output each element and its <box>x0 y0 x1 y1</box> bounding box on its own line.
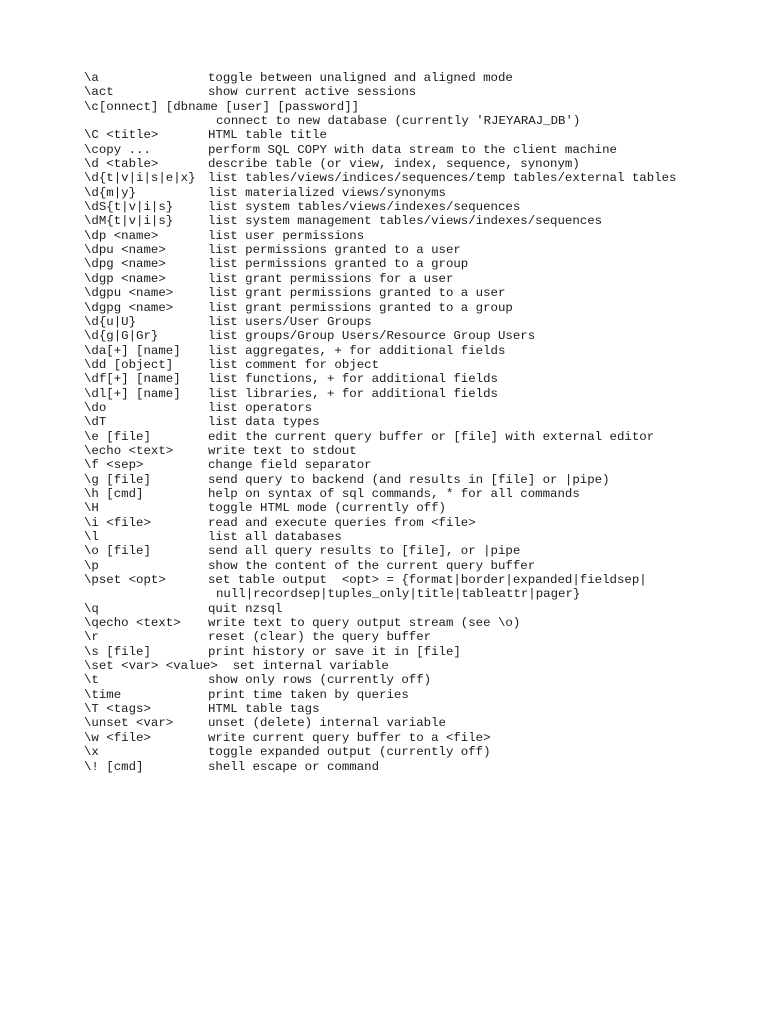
command-name: \s [file] <box>84 644 151 659</box>
command-description: list aggregates, + for additional fields <box>208 343 506 358</box>
command-row <box>84 257 724 271</box>
command-row <box>84 688 724 702</box>
command-name: \pset <opt> <box>84 573 166 588</box>
command-name: \dM{t|v|i|s} <box>84 214 174 229</box>
command-description: reset (clear) the query buffer <box>208 630 432 645</box>
command-row <box>84 128 724 142</box>
command-name: \copy ... <box>84 142 151 157</box>
command-name: \da[+] [name] <box>84 343 181 358</box>
command-row <box>84 544 724 558</box>
command-name: \r <box>84 630 99 645</box>
command-description: edit the current query buffer or [file] with external editor <box>208 429 655 444</box>
command-name: \unset <var> <box>84 716 174 731</box>
command-row <box>84 85 724 99</box>
command-description: show the content of the current query buffer <box>208 558 536 573</box>
command-name: \dp <name> <box>84 228 159 243</box>
command-description: list grant permissions granted to a group <box>208 300 513 315</box>
command-description: send all query results to [file], or |pipe <box>208 544 521 559</box>
command-row <box>84 458 724 472</box>
command-description: list operators <box>208 400 313 415</box>
command-row <box>84 329 724 343</box>
command-description: toggle expanded output (currently off) <box>208 745 491 760</box>
command-row <box>84 286 724 300</box>
command-name: \C <title> <box>84 128 159 143</box>
command-description: print time taken by queries <box>208 687 409 702</box>
command-description: list grant permissions for a user <box>208 271 454 286</box>
command-description: quit nzsql <box>208 601 283 616</box>
command-name: \H <box>84 501 99 516</box>
command-row <box>84 157 724 171</box>
command-name: \o [file] <box>84 544 151 559</box>
command-row <box>84 214 724 228</box>
command-name: \dgpu <name> <box>84 286 174 301</box>
command-name: \t <box>84 673 99 688</box>
command-description: show only rows (currently off) <box>208 673 432 688</box>
command-description: list functions, + for additional fields <box>208 372 498 387</box>
command-row <box>84 473 724 487</box>
command-description: list all databases <box>208 530 342 544</box>
command-name: \act <box>84 85 114 100</box>
command-row <box>84 344 724 358</box>
command-row <box>84 702 724 716</box>
command-description: list libraries, + for additional fields <box>208 386 498 401</box>
command-name: \dS{t|v|i|s} <box>84 200 174 215</box>
command-row <box>84 358 724 372</box>
command-description: list groups/Group Users/Resource Group Users <box>208 329 536 344</box>
command-name: \d{u|U} <box>84 314 137 329</box>
command-row <box>84 673 724 687</box>
command-name: \x <box>84 745 99 760</box>
command-name: \e [file] <box>84 429 151 444</box>
command-name: \i <file> <box>84 515 151 530</box>
command-row <box>84 272 724 286</box>
command-row <box>84 229 724 243</box>
command-description: list data types <box>208 415 320 430</box>
command-row <box>84 430 724 444</box>
command-row <box>84 645 724 659</box>
command-row <box>84 401 724 415</box>
command-name: \q <box>84 601 99 616</box>
command-description: list permissions granted to a group <box>208 257 469 272</box>
command-row <box>84 100 724 114</box>
command-row <box>84 516 724 530</box>
command-row <box>84 71 724 85</box>
command-row <box>84 616 724 630</box>
command-row <box>84 387 724 401</box>
command-description: describe table (or view, index, sequence, synonym) <box>208 157 580 172</box>
command-row <box>84 114 724 128</box>
command-name: \df[+] [name] <box>84 372 181 387</box>
command-description: HTML table tags <box>208 702 320 717</box>
command-row <box>84 372 724 386</box>
command-description: toggle between unaligned and aligned mode <box>208 71 513 85</box>
command-description: list comment for object <box>208 357 380 372</box>
command-description: perform SQL COPY with data stream to the client machine <box>208 142 617 157</box>
command-description-continuation: connect to new database (currently 'RJEYARAJ_DB') <box>216 114 581 129</box>
command-row <box>84 415 724 429</box>
command-name: \p <box>84 558 99 573</box>
command-name: \d{g|G|Gr} <box>84 329 159 344</box>
command-row <box>84 731 724 745</box>
command-description: set table output <opt> = {format|border|expanded|fieldsep| <box>208 573 647 588</box>
command-description: show current active sessions <box>208 85 417 100</box>
command-name: \g [file] <box>84 472 151 487</box>
command-row <box>84 487 724 501</box>
command-description: unset (delete) internal variable <box>208 716 446 731</box>
command-name: \! [cmd] <box>84 759 144 774</box>
command-description: list materialized views/synonyms <box>208 185 446 200</box>
command-row <box>84 530 724 544</box>
command-row <box>84 200 724 214</box>
command-row <box>84 745 724 759</box>
command-description: list tables/views/indices/sequences/temp tables/external tables <box>208 171 677 186</box>
command-row <box>84 573 724 587</box>
command-name: \a <box>84 71 99 85</box>
command-description: write text to stdout <box>208 443 357 458</box>
command-row <box>84 444 724 458</box>
command-description: list users/User Groups <box>208 314 372 329</box>
command-name: \c[onnect] [dbname [user] [password]] <box>84 99 360 114</box>
command-name: \l <box>84 530 99 544</box>
command-row <box>84 243 724 257</box>
command-description: list grant permissions granted to a user <box>208 286 506 301</box>
command-row <box>84 301 724 315</box>
command-name: \dpg <name> <box>84 257 166 272</box>
command-description-continuation: null|recordsep|tuples_only|title|tableattr|pager} <box>216 587 581 602</box>
command-name: \f <sep> <box>84 458 144 473</box>
command-row <box>84 630 724 644</box>
command-row <box>84 716 724 730</box>
command-help-listing <box>84 71 724 774</box>
command-name: \d{t|v|i|s|e|x} <box>84 171 196 186</box>
command-description: list system management tables/views/indexes/sequences <box>208 214 603 229</box>
command-description: write current query buffer to a <file> <box>208 730 491 745</box>
command-name: \dgp <name> <box>84 271 166 286</box>
command-row <box>84 501 724 515</box>
command-name: \d <table> <box>84 157 159 172</box>
command-name: \dpu <name> <box>84 243 166 258</box>
command-name: \dl[+] [name] <box>84 386 181 401</box>
command-description: send query to backend (and results in [file] or |pipe) <box>208 472 610 487</box>
command-row <box>84 186 724 200</box>
command-description: help on syntax of sql commands, * for all commands <box>208 486 580 501</box>
command-description: print history or save it in [file] <box>208 644 461 659</box>
command-description: change field separator <box>208 458 372 473</box>
command-name: \time <box>84 687 122 702</box>
command-name: \d{m|y} <box>84 185 137 200</box>
command-row <box>84 587 724 601</box>
command-row <box>84 760 724 774</box>
command-name: \do <box>84 400 107 415</box>
command-description: shell escape or command <box>208 759 380 774</box>
command-row <box>84 659 724 673</box>
command-row <box>84 315 724 329</box>
command-row <box>84 559 724 573</box>
command-description: write text to query output stream (see \o) <box>208 616 521 631</box>
command-description: HTML table title <box>208 128 327 143</box>
command-name: \dgpg <name> <box>84 300 174 315</box>
command-description: list permissions granted to a user <box>208 243 461 258</box>
command-description: list user permissions <box>208 228 365 243</box>
command-name: \dT <box>84 415 107 430</box>
command-description: toggle HTML mode (currently off) <box>208 501 446 516</box>
command-description: read and execute queries from <file> <box>208 515 476 530</box>
command-name: \dd [object] <box>84 357 174 372</box>
command-row <box>84 171 724 185</box>
command-row <box>84 143 724 157</box>
command-row <box>84 602 724 616</box>
command-name: \w <file> <box>84 730 151 745</box>
command-name: \T <tags> <box>84 702 151 717</box>
command-description: list system tables/views/indexes/sequences <box>208 200 521 215</box>
command-name: \h [cmd] <box>84 486 144 501</box>
command-name: \qecho <text> <box>84 616 181 631</box>
command-name: \echo <text> <box>84 443 174 458</box>
command-name: \set <var> <value> set internal variable <box>84 659 389 674</box>
